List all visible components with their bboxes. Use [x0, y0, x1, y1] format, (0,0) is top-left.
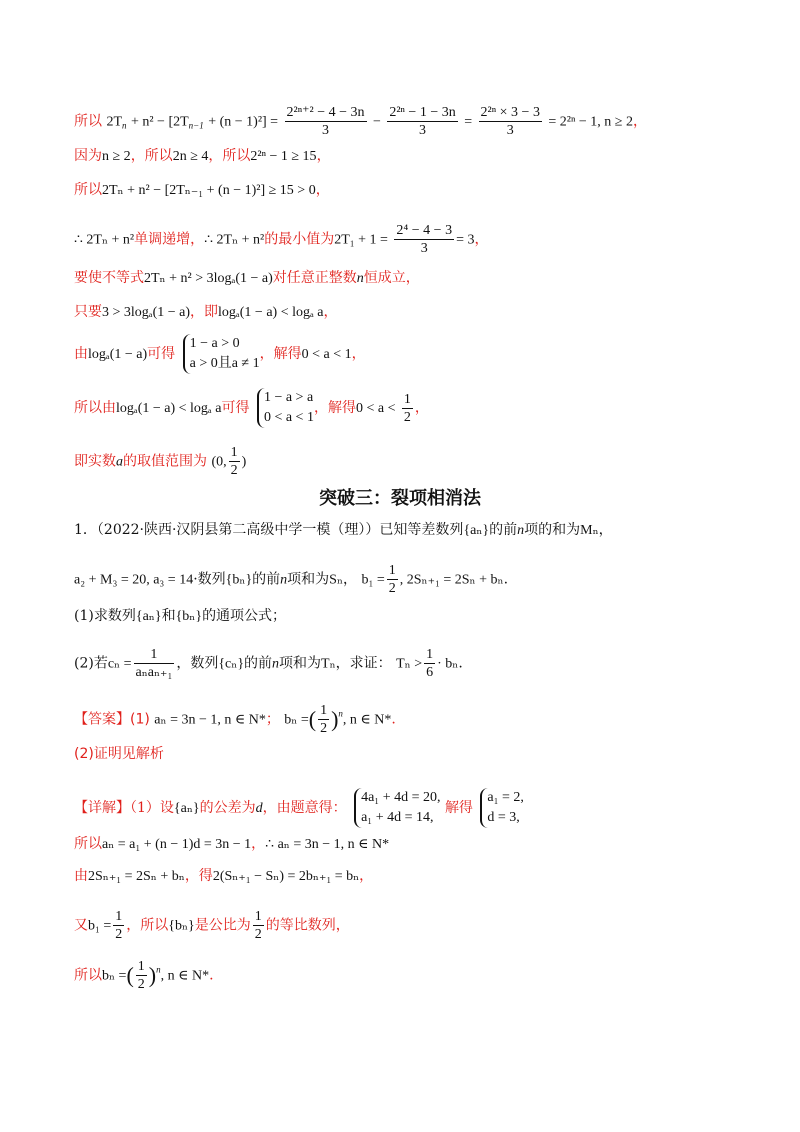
- math: bₙ =: [284, 712, 309, 728]
- text: 又: [74, 917, 88, 934]
- text: 由: [74, 868, 88, 884]
- math: n: [280, 572, 288, 588]
- text: ；: [265, 711, 280, 728]
- math: {aₙ}: [135, 609, 162, 624]
- math: ∴ 2Tₙ + n²: [204, 232, 265, 248]
- math: ): [241, 454, 247, 470]
- math: 0 < a <: [355, 401, 396, 416]
- fraction: $\frac{1}{2}$: [403, 391, 411, 425]
- text: 的前: [252, 571, 281, 588]
- detail-1: [74, 788, 524, 828]
- problem-line-1: [74, 520, 613, 541]
- math: = 3: [456, 232, 475, 248]
- fraction: $\frac{1}{2}$: [254, 909, 262, 942]
- fraction: $\frac{\text{2²ⁿ × 3 − 3}}{3}$: [480, 105, 540, 138]
- math: Mₙ: [580, 523, 599, 538]
- math: 2n ≥ 4: [172, 149, 209, 164]
- text: 对任意正整数: [272, 270, 357, 286]
- line-5: [74, 268, 420, 289]
- problem-line-2: [74, 562, 508, 597]
- math: 2(Sₙ₊₁ − Sₙ) = 2bₙ₊₁ = bₙ: [212, 869, 360, 884]
- text: ，数列: [176, 655, 219, 672]
- text: 由: [74, 346, 88, 362]
- text: 项和为: [287, 571, 330, 588]
- math: n: [517, 523, 525, 538]
- text: .: [209, 967, 214, 984]
- text: ，所以: [126, 917, 169, 934]
- text: 的公差为: [199, 800, 256, 816]
- text: ，: [598, 522, 613, 538]
- fraction: $\frac{1}{2}$: [115, 909, 123, 942]
- math: Tₙ >: [396, 656, 423, 672]
- math: n: [356, 271, 364, 286]
- math: bₙ =: [102, 968, 127, 984]
- text: 的前: [244, 655, 273, 672]
- fraction: $\frac{1}{6}$: [426, 647, 434, 680]
- paren: ): [331, 706, 339, 732]
- math: −: [372, 114, 381, 130]
- paren: (: [126, 962, 134, 988]
- text: ，: [315, 182, 330, 198]
- paren: (: [308, 706, 317, 732]
- text: 的等比数列，: [265, 917, 350, 934]
- math: {cₙ}: [218, 656, 245, 672]
- math: a: [116, 454, 123, 470]
- text: 的取值范围为: [123, 453, 207, 470]
- fraction: $\frac{1}{2}$: [388, 563, 396, 596]
- text: ，即: [190, 304, 219, 320]
- fraction: $\frac{\text{2⁴ − 4 − 3}}{3}$: [396, 223, 453, 256]
- equation-system: 1 − a > 0 a > 0且a ≠ 1: [183, 334, 260, 374]
- text: ·数列: [193, 571, 226, 588]
- text: ，: [633, 113, 647, 130]
- text: ，所以: [208, 148, 251, 164]
- math: {bₙ}: [168, 918, 195, 934]
- text: .: [391, 711, 396, 728]
- text: （1）设: [130, 800, 174, 816]
- line-6: [74, 302, 338, 323]
- math: + n² − [2T: [130, 114, 189, 130]
- text: 恒成立，: [363, 270, 420, 286]
- fraction: $\frac{1}{\text{aₙaₙ₊₁}}$: [135, 647, 173, 680]
- paren: ): [148, 962, 157, 988]
- text: ，: [414, 400, 429, 416]
- math: b₁ =: [88, 918, 112, 934]
- fraction: $\frac{1}{2}$: [320, 703, 328, 736]
- math: ∴ 2Tₙ + n²: [74, 232, 135, 248]
- math: =: [464, 114, 473, 130]
- math-sub: n−1: [188, 120, 204, 131]
- math: aₙ = a₁ + (n − 1)d = 3n − 1: [102, 837, 252, 852]
- equation-system: 1 − a > a 0 < a < 1: [257, 388, 314, 428]
- math: 3 > 3logₐ(1 − a): [102, 305, 191, 320]
- text: 和: [161, 608, 176, 624]
- question-1: [74, 606, 286, 627]
- text: ，: [251, 836, 266, 852]
- section-title: 突破三：裂项相消法: [319, 488, 481, 509]
- math: (0,: [211, 454, 227, 470]
- text: 的最小值为: [264, 231, 335, 248]
- text: (2)若: [74, 655, 108, 672]
- math: = 2²ⁿ − 1, n ≥ 2: [548, 114, 633, 130]
- fraction: $\frac{1}{2}$: [230, 445, 238, 478]
- detail-3: [74, 866, 373, 887]
- text: 所以: [74, 113, 102, 130]
- line-8: [74, 388, 429, 428]
- math: {bₙ}: [175, 609, 203, 624]
- detail-tag: 【详解】: [74, 800, 130, 816]
- math: b₁ =: [361, 572, 385, 588]
- text: 是公比为: [194, 917, 251, 934]
- math: , n ∈ N*: [342, 712, 392, 728]
- text: 只要: [74, 304, 102, 320]
- math: 2²ⁿ − 1 ≥ 15: [250, 149, 317, 164]
- text: ，: [316, 148, 331, 164]
- text: 的通项公式；: [202, 608, 287, 624]
- text: ，: [359, 868, 374, 884]
- answer-2: (2)证明见解析: [74, 746, 164, 762]
- detail-2: [74, 834, 389, 855]
- text: 单调递增，: [134, 231, 205, 248]
- math: · bₙ: [437, 656, 459, 672]
- fraction: $\frac{\text{2²ⁿ − 1 − 3n}}{3}$: [389, 105, 456, 138]
- line-7: [74, 334, 366, 374]
- answer-1: [74, 702, 396, 737]
- math: , 2Sₙ₊₁ = 2Sₙ + bₙ: [399, 572, 504, 588]
- math: 2Tₙ + n² − [2Tₙ₋₁ + (n − 1)²] ≥ 15 > 0: [102, 183, 316, 198]
- math: ∴ aₙ = 3n − 1, n ∈ N*: [265, 837, 390, 852]
- text: ，: [323, 304, 338, 320]
- math: logₐ(1 − a): [88, 347, 148, 362]
- line-4: [74, 222, 488, 257]
- text: 所以由: [74, 400, 116, 416]
- text: 因为: [74, 148, 102, 164]
- fraction: $\frac{1}{2}$: [137, 959, 145, 992]
- math: d: [255, 801, 263, 816]
- text: ，解得: [313, 400, 356, 416]
- math: {bₙ}: [225, 572, 253, 588]
- math: 2Tₙ + n² > 3logₐ(1 − a): [144, 271, 273, 286]
- math: logₐ(1 − a) < logₐ a: [218, 305, 324, 320]
- line-2: [74, 146, 331, 167]
- math: + (n − 1)²] =: [208, 114, 279, 130]
- text: 1．（2022·陕西·汉阴县第二高级中学一模（理））已知等差数列: [74, 522, 464, 538]
- math: , n ∈ N*: [160, 968, 210, 984]
- fraction: $\frac{\text{2²ⁿ⁺² − 4 − 3n}}{3}$: [286, 105, 365, 138]
- text: 项和为: [279, 655, 322, 672]
- math: 0 < a < 1: [301, 347, 352, 362]
- math: Tₙ: [321, 656, 336, 672]
- math: logₐ(1 − a) < logₐ a: [116, 401, 222, 416]
- text: 可得: [147, 346, 176, 362]
- text: ，: [474, 231, 489, 248]
- line-3: [74, 180, 330, 201]
- math: cₙ =: [107, 656, 132, 672]
- detail-5: [74, 958, 214, 993]
- text: .: [458, 655, 463, 672]
- text: 可得: [221, 400, 250, 416]
- text: ，所以: [130, 148, 173, 164]
- math: a₂ + M₃ = 20, a₃ = 14: [74, 572, 194, 588]
- math-sup: n: [156, 964, 161, 975]
- math: 2T₁ + 1 =: [334, 232, 388, 248]
- text: 项的和为: [524, 522, 581, 538]
- answer-tag: 【答案】(1): [74, 711, 150, 728]
- question-2: [74, 646, 463, 681]
- text: ，: [343, 571, 358, 588]
- math: {aₙ}: [463, 523, 490, 538]
- math-sup: n: [338, 708, 343, 719]
- text: ，解得: [259, 346, 302, 362]
- text: ，得: [184, 868, 213, 884]
- text: ，由题意得：: [262, 800, 347, 816]
- line-9: [74, 444, 246, 479]
- detail-4: [74, 908, 350, 943]
- text: ，: [351, 346, 366, 362]
- text: 所以: [74, 836, 102, 852]
- text: 解得: [444, 800, 473, 816]
- text: ，求证：: [335, 655, 392, 672]
- line-1: [74, 104, 647, 139]
- text: 要使不等式: [74, 270, 144, 286]
- equation-system: 4a₁ + 4d = 20, a₁ + 4d = 14,: [354, 788, 440, 828]
- math: n: [272, 656, 280, 672]
- equation-system: a₁ = 2, d = 3,: [480, 788, 524, 828]
- math: n ≥ 2: [102, 149, 131, 164]
- math: aₙ = 3n − 1, n ∈ N*: [154, 712, 266, 728]
- text: 所以: [74, 967, 102, 984]
- math: Sₙ: [329, 572, 344, 588]
- math-sub: n: [122, 120, 127, 131]
- math: {aₙ}: [173, 801, 200, 816]
- text: .: [503, 571, 509, 588]
- math: 2T: [106, 114, 123, 130]
- text: (1)求数列: [74, 608, 136, 624]
- math: 2Sₙ₊₁ = 2Sₙ + bₙ: [88, 869, 185, 884]
- text: 即实数: [74, 453, 116, 470]
- text: 所以: [74, 182, 102, 198]
- text: 的前: [489, 522, 518, 538]
